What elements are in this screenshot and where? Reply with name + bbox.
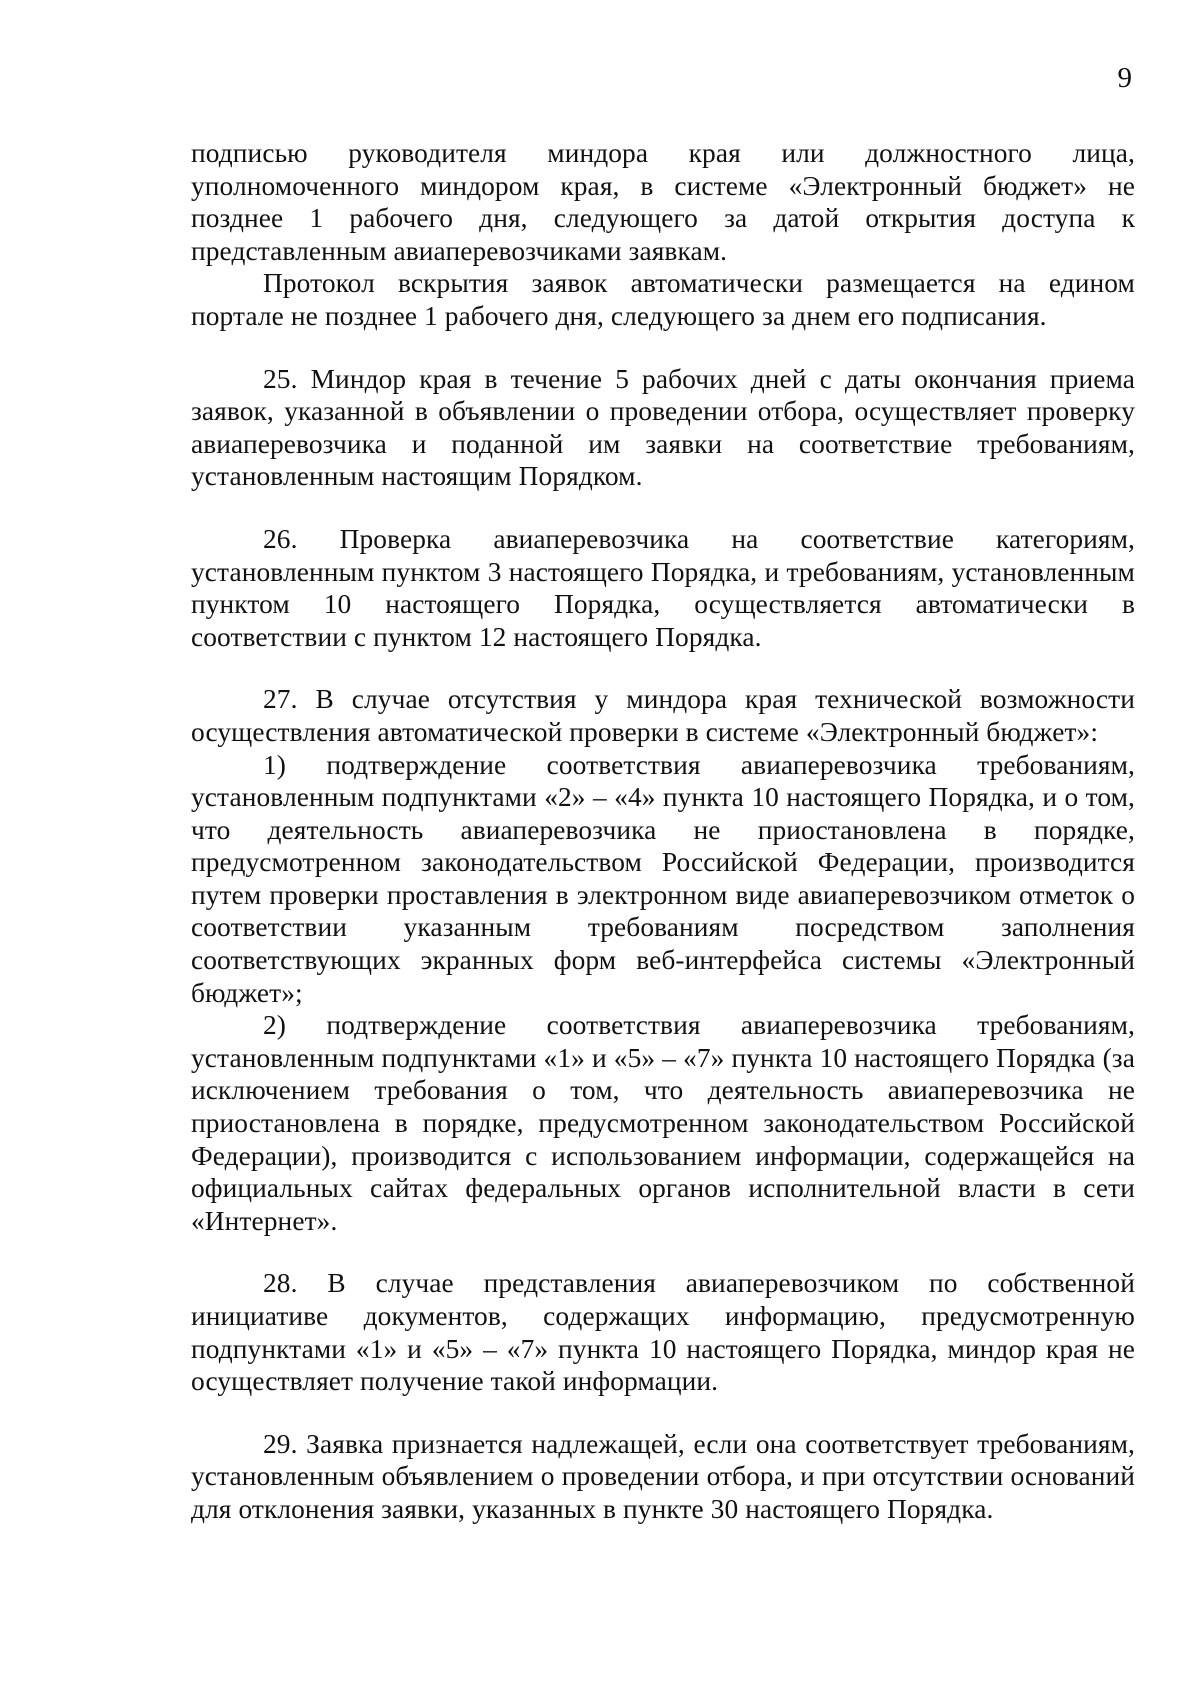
paragraph-29: 29. Заявка признается надлежащей, если она соответствует требованиям, установленным объявлением о проведении отбора, и при отсутствии оснований для отклонения заявки, указанных в пункте 30 настоящего Порядка. <box>191 1428 1135 1524</box>
paragraph-27: 27. В случае отсутствия у миндора края технической возможности осуществления автоматической проверки в системе «Электронный бюджет»: <box>191 684 1135 747</box>
document-body <box>191 137 1135 1526</box>
page-number: 9 <box>1117 62 1132 94</box>
paragraph-protocol: Протокол вскрытия заявок автоматически размещается на едином портале не позднее 1 рабочего дня, следующего за днем его подписания. <box>191 268 1135 331</box>
paragraph-continuation: подписью руководителя миндора края или должностного лица, уполномоченного миндором края, в системе «Электронный бюджет» не позднее 1 рабочего дня, следующего за датой открытия доступа к представленным авиаперевозчиками заявкам. <box>191 138 1135 266</box>
paragraph-27-item-2: 2) подтверждение соответствия авиаперевозчика требованиям, установленным подпунктами «1» и «5» – «7» пункта 10 настоящего Порядка (за исключением требования о том, что деятельность авиаперевозчика не приостановлена в порядке, предусмотренном законодательством Российской Федерации), производится с использованием информации, содержащейся на официальных сайтах федеральных органов исполнительной власти в сети «Интернет». <box>191 1010 1135 1236</box>
paragraph-26: 26. Проверка авиаперевозчика на соответствие категориям, установленным пунктом 3 настоящего Порядка, и требованиям, установленным пунктом 10 настоящего Порядка, осуществляется автоматически в соответствии с пунктом 12 настоящего Порядка. <box>191 523 1135 652</box>
paragraph-28: 28. В случае представления авиаперевозчиком по собственной инициативе документов, содержащих информацию, предусмотренную подпунктами «1» и «5» – «7» пункта 10 настоящего Порядка, миндор края не осуществляет получение такой информации. <box>191 1268 1135 1397</box>
paragraph-25: 25. Миндор края в течение 5 рабочих дней с даты окончания приема заявок, указанной в объявлении о проведении отбора, осуществляет проверку авиаперевозчика и поданной им заявки на соответствие требованиям, установленным настоящим Порядком. <box>191 363 1135 492</box>
paragraph-27-item-1: 1) подтверждение соответствия авиаперевозчика требованиям, установленным подпунктами «2» – «4» пункта 10 настоящего Порядка, и о том, что деятельность авиаперевозчика не приостановлена в порядке, предусмотренном законодательством Российской Федерации, производится путем проверки проставления в электронном виде авиаперевозчиком отметок о соответствии указанным требованиям посредством заполнения соответствующих экранных форм веб-интерфейса системы «Электронный бюджет»; <box>191 749 1135 1008</box>
